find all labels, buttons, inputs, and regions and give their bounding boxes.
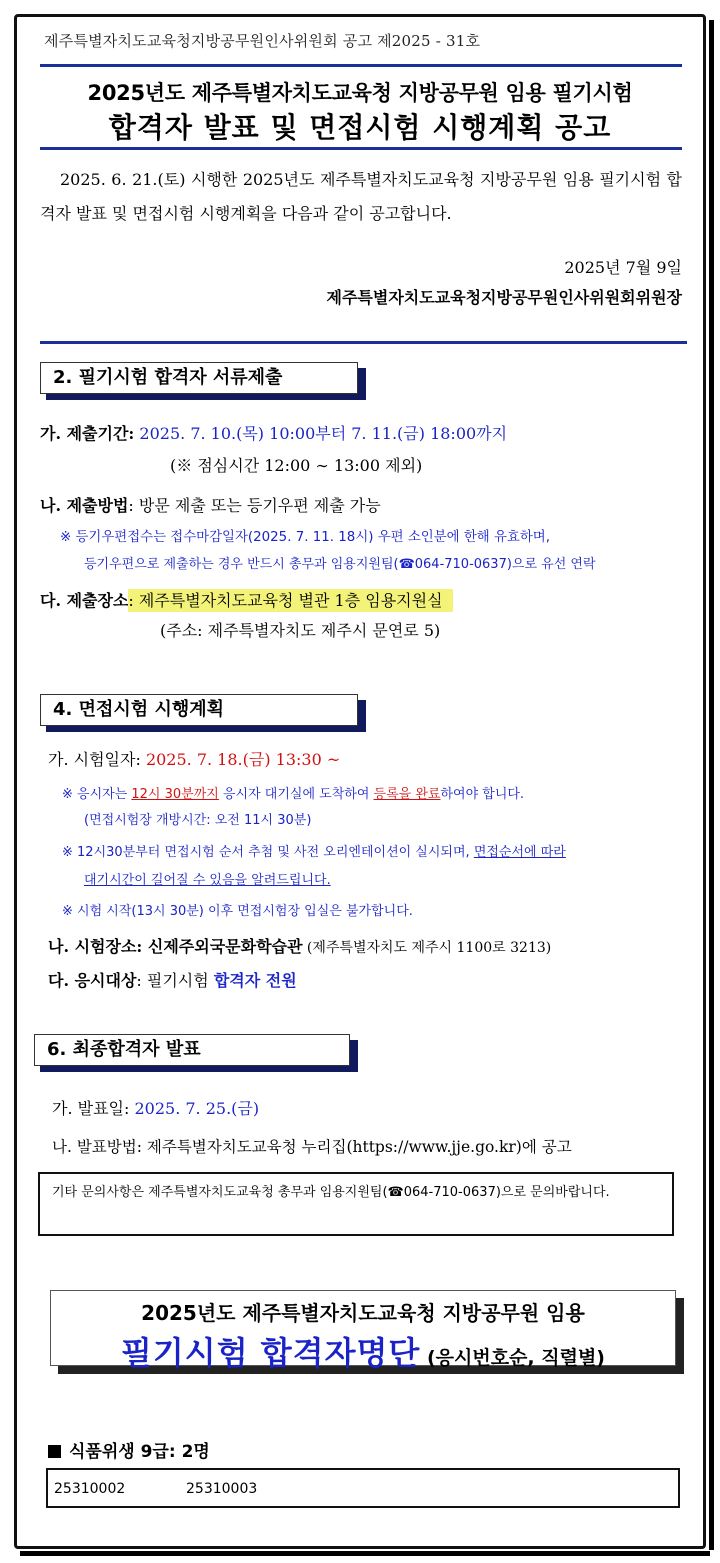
frame-shadow-right xyxy=(709,20,714,1550)
category-label: 식품위생 9급: 2명 xyxy=(69,1442,210,1462)
section4-note-1-post: 하여야 합니다. xyxy=(440,787,525,802)
applicant-list xyxy=(46,1468,680,1508)
section6-method: 나. 발표방법: 제주특별자치도교육청 누리집(https://www.jje.go.kr)에 공고 xyxy=(52,1138,572,1156)
section6-date-value: 2025. 7. 25.(금) xyxy=(134,1099,260,1118)
section4-note-2-c: 대기시간이 길어질 수 있음을 알려드립니다. xyxy=(84,873,331,888)
section4-place-value: : 신제주외국문화학습관 xyxy=(136,937,303,956)
frame-shadow-bottom xyxy=(20,1551,710,1556)
section4-target xyxy=(48,968,297,991)
section4-note-1-pre: ※ 응시자는 xyxy=(62,787,132,802)
list-title-box xyxy=(50,1290,676,1372)
section4-title: 4. 면접시험 시행계획 xyxy=(40,694,358,726)
section4-date-value: 2025. 7. 18.(금) 13:30 ~ xyxy=(145,750,341,769)
section2-title: 2. 필기시험 합격자 서류제출 xyxy=(40,362,358,394)
section-divider xyxy=(40,341,687,344)
section4-date-label: 가. 시험일자: xyxy=(48,750,141,769)
section4-note-2-a: ※ 12시30분부터 면접시험 순서 추첨 및 사전 오리엔테이션이 실시되며, xyxy=(62,845,474,860)
section6-date xyxy=(52,1096,259,1119)
section4-note-3: ※ 시험 시작(13시 30분) 이후 면접시험장 입실은 불가합니다. xyxy=(62,904,413,919)
title-line-2: 합격자 발표 및 면접시험 시행계획 공고 xyxy=(108,111,612,144)
list-title-line-2 xyxy=(51,1328,675,1374)
section2-method-note-1: ※ 등기우편접수는 접수마감일자(2025. 7. 11. 18시) 우편 소인분에 한해 유효하며, xyxy=(60,530,550,545)
section4-note-1-sub: (면접시험장 개방시간: 오전 11시 30분) xyxy=(84,813,312,828)
list-title-suffix: (응시번호순, 직렬별) xyxy=(420,1347,605,1369)
section6-title: 6. 최종합격자 발표 xyxy=(34,1034,350,1066)
section2-period-label: 가. 제출기간: xyxy=(40,424,135,443)
section2-place-label: 다. 제출장소 xyxy=(40,591,129,610)
section4-note-1-register: 등록을 완료 xyxy=(373,787,441,802)
title-top-rule xyxy=(40,64,682,67)
section2-method-value: : 방문 제출 또는 등기우편 제출 가능 xyxy=(128,496,381,515)
section4-note-1 xyxy=(62,783,524,802)
section2-place xyxy=(40,588,453,611)
section2-method xyxy=(40,493,381,516)
section4-target-value-2: 합격자 전원 xyxy=(213,971,297,990)
applicant-number: 25310003 xyxy=(186,1481,258,1497)
section4-note-1-time: 12시 30분까지 xyxy=(131,787,219,802)
section4-note-2-b: 면접순서에 따라 xyxy=(473,845,566,860)
section4-target-label: 다. 응시대상 xyxy=(48,971,137,990)
section6-date-label: 가. 발표일: xyxy=(52,1099,130,1118)
square-bullet-icon xyxy=(48,1445,61,1458)
section4-note-2 xyxy=(62,841,566,860)
section2-period-value: 2025. 7. 10.(목) 10:00부터 7. 11.(금) 18:00까지 xyxy=(139,424,508,443)
section4-place-address: (제주특별자치도 제주시 1100로 3213) xyxy=(302,940,552,956)
category-heading xyxy=(48,1437,210,1462)
intro-paragraph: 2025. 6. 21.(토) 시행한 2025년도 제주특별자치도교육청 지방공무원 임용 필기시험 합격자 발표 및 면접시험 시행계획을 다음과 같이 공고합니다. xyxy=(40,170,682,223)
title-bottom-rule xyxy=(40,147,682,150)
section2-period xyxy=(40,421,507,444)
applicant-number: 25310002 xyxy=(54,1481,126,1497)
section2-method-note-2: 등기우편으로 제출하는 경우 반드시 총무과 임용지원팀(☎064-710-0637)으로 유선 연락 xyxy=(84,557,596,572)
issuer-name: 제주특별자치도교육청지방공무원인사위원회위원장 xyxy=(326,288,682,307)
section2-place-address: (주소: 제주특별자치도 제주시 문연로 5) xyxy=(160,621,441,640)
title-line-1: 2025년도 제주특별자치도교육청 지방공무원 임용 필기시험 xyxy=(87,81,633,105)
section4-date xyxy=(48,747,340,770)
section4-place-label: 나. 시험장소 xyxy=(48,937,137,956)
section4-place xyxy=(48,934,551,957)
section2-period-note: (※ 점심시간 12:00 ∼ 13:00 제외) xyxy=(170,456,423,475)
notice-number: 제주특별자치도교육청지방공무원인사위원회 공고 제2025 - 31호 xyxy=(44,32,481,50)
section2-method-label: 나. 제출방법 xyxy=(40,496,129,515)
list-title-line-1: 2025년도 제주특별자치도교육청 지방공무원 임용 xyxy=(141,1301,585,1325)
section4-note-1-mid: 응시자 대기실에 도착하여 xyxy=(218,787,374,802)
section2-place-value: : 제주특별자치도교육청 별관 1층 임용지원실 xyxy=(128,589,452,612)
inquiry-box: 기타 문의사항은 제주특별자치도교육청 총무과 임용지원팀(☎064-710-0637)으로 문의바랍니다. xyxy=(38,1172,674,1236)
notice-date: 2025년 7월 9일 xyxy=(564,258,682,277)
section4-target-value-1: : 필기시험 xyxy=(136,971,214,990)
list-title-emphasis: 필기시험 합격자명단 xyxy=(120,1334,421,1372)
